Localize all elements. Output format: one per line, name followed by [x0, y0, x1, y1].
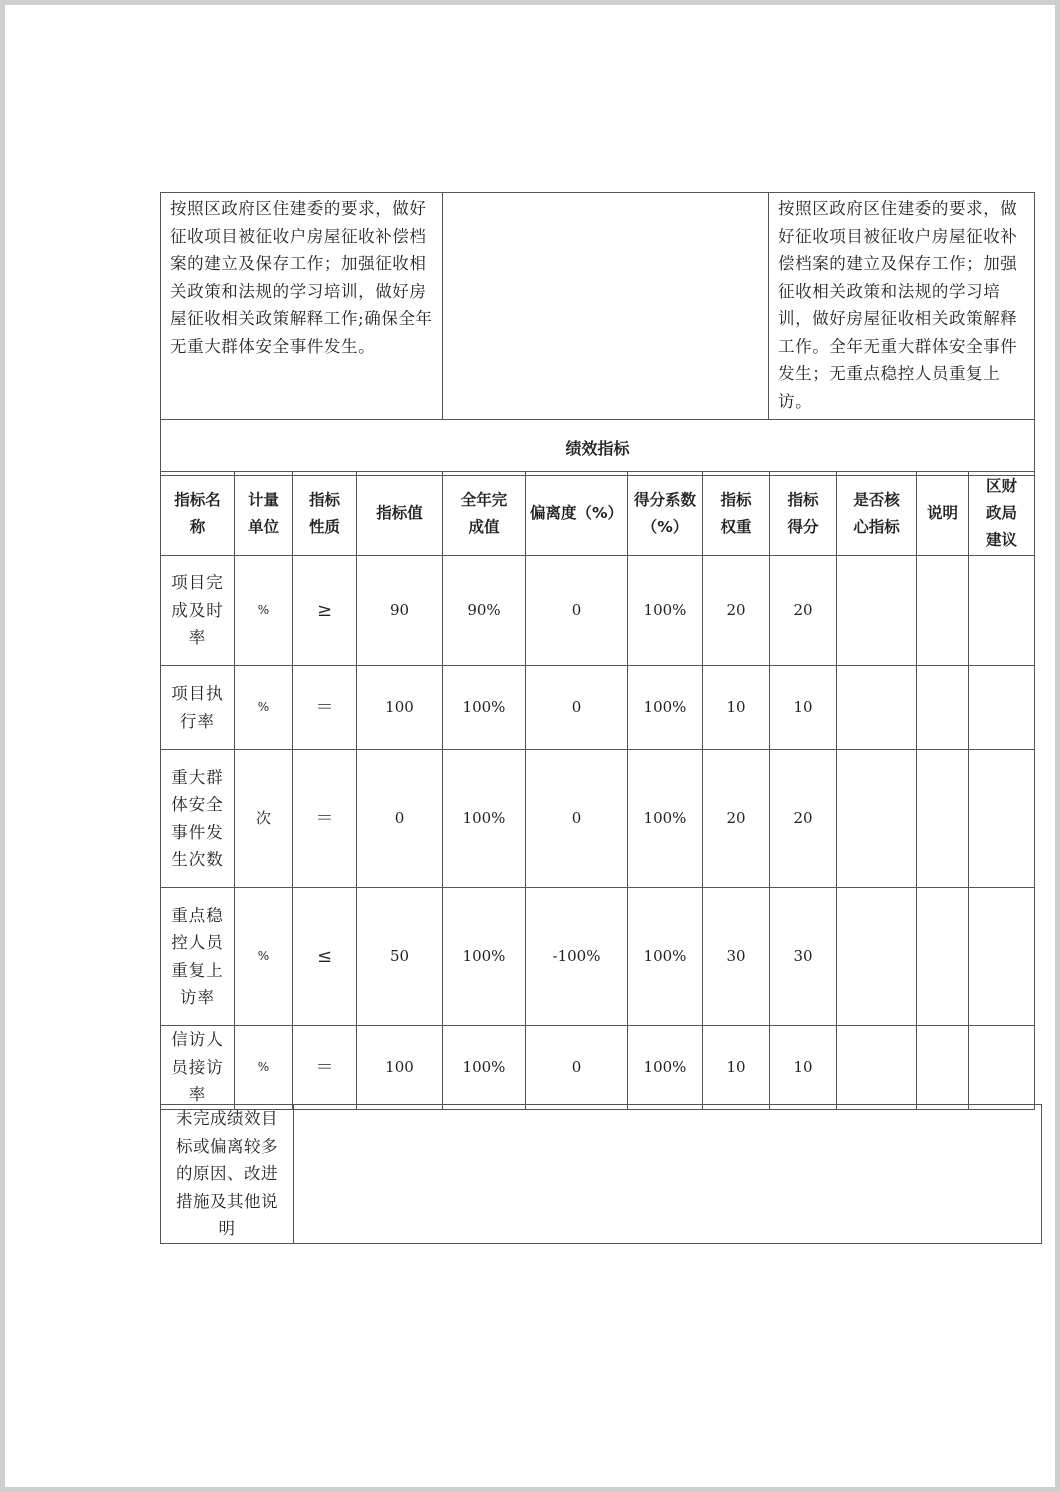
cell-deviation: 0	[526, 1026, 628, 1110]
cell-name: 项目执行率	[161, 666, 235, 750]
cell-deviation: 0	[526, 556, 628, 666]
cell-note	[917, 1026, 969, 1110]
cell-name: 信访人员接访率	[161, 1026, 235, 1110]
cell-nature: ＝	[293, 666, 357, 750]
cell-core	[837, 888, 917, 1026]
section-title: 绩效指标	[161, 420, 1035, 476]
cell-note	[917, 666, 969, 750]
cell-advice	[969, 666, 1035, 750]
indicator-row	[161, 1026, 1035, 1110]
cell-nature: ＝	[293, 1026, 357, 1110]
header-target: 指标值	[357, 472, 443, 556]
header-name: 指标名称	[161, 472, 235, 556]
header-unit: 计量单位	[235, 472, 293, 556]
cell-deviation: -100%	[526, 888, 628, 1026]
cell-weight: 10	[703, 666, 770, 750]
header-note: 说明	[917, 472, 969, 556]
annual-target-text: 按照区政府区住建委的要求，做好征收项目被征收户房屋征收补偿档案的建立及保存工作；加强征收相关政策和法规的学习培训，做好房屋征收相关政策解释工作;确保全年无重大群体安全事件发生。	[161, 193, 443, 420]
indicator-row	[161, 750, 1035, 888]
indicator-row	[161, 888, 1035, 1026]
cell-score: 10	[770, 1026, 837, 1110]
cell-target: 0	[357, 750, 443, 888]
header-advice: 区财政局建议	[969, 472, 1035, 556]
header-core: 是否核心指标	[837, 472, 917, 556]
cell-coef: 100%	[628, 556, 703, 666]
explanation-content	[294, 1105, 1042, 1244]
cell-score: 30	[770, 888, 837, 1026]
cell-core	[837, 666, 917, 750]
indicator-row	[161, 666, 1035, 750]
cell-advice	[969, 750, 1035, 888]
cell-nature: ≥	[293, 556, 357, 666]
cell-name: 重点稳控人员重复上访率	[161, 888, 235, 1026]
cell-advice	[969, 888, 1035, 1026]
header-row	[161, 472, 1035, 556]
indicator-row	[161, 556, 1035, 666]
cell-advice	[969, 1026, 1035, 1110]
cell-target: 90	[357, 556, 443, 666]
cell-target: 50	[357, 888, 443, 1026]
header-coefficient: 得分系数（%）	[628, 472, 703, 556]
cell-name: 重大群体安全事件发生次数	[161, 750, 235, 888]
cell-weight: 10	[703, 1026, 770, 1110]
cell-target: 100	[357, 1026, 443, 1110]
cell-weight: 20	[703, 750, 770, 888]
cell-score: 20	[770, 750, 837, 888]
cell-weight: 20	[703, 556, 770, 666]
cell-score: 20	[770, 556, 837, 666]
actual-completion-text: 按照区政府区住建委的要求，做好征收项目被征收户房屋征收补偿档案的建立及保存工作；加强征收相关政策和法规的学习培训，做好房屋征收相关政策解释工作。全年无重大群体安全事件发生；无重点稳控人员重复上访。	[769, 193, 1035, 420]
header-weight: 指标权重	[703, 472, 770, 556]
cell-note	[917, 750, 969, 888]
header-deviation: 偏离度（%）	[526, 472, 628, 556]
cell-actual: 100%	[443, 1026, 526, 1110]
cell-target: 100	[357, 666, 443, 750]
header-score: 指标得分	[770, 472, 837, 556]
cell-unit: 次	[235, 750, 293, 888]
explanation-label: 未完成绩效目标或偏离较多的原因、改进措施及其他说明	[161, 1105, 294, 1244]
cell-unit: %	[235, 556, 293, 666]
cell-name: 项目完成及时率	[161, 556, 235, 666]
indicator-table	[160, 471, 1035, 1110]
cell-actual: 100%	[443, 750, 526, 888]
cell-unit: %	[235, 888, 293, 1026]
cell-nature: ＝	[293, 750, 357, 888]
cell-advice	[969, 556, 1035, 666]
cell-core	[837, 750, 917, 888]
header-nature: 指标性质	[293, 472, 357, 556]
cell-note	[917, 888, 969, 1026]
cell-nature: ≤	[293, 888, 357, 1026]
cell-coef: 100%	[628, 1026, 703, 1110]
cell-actual: 90%	[443, 556, 526, 666]
cell-unit: %	[235, 666, 293, 750]
cell-score: 10	[770, 666, 837, 750]
cell-deviation: 0	[526, 750, 628, 888]
cell-core	[837, 556, 917, 666]
cell-coef: 100%	[628, 888, 703, 1026]
cell-unit: %	[235, 1026, 293, 1110]
cell-deviation: 0	[526, 666, 628, 750]
cell-coef: 100%	[628, 666, 703, 750]
cell-core	[837, 1026, 917, 1110]
cell-actual: 100%	[443, 666, 526, 750]
explanation-table	[160, 1104, 1042, 1244]
cell-note	[917, 556, 969, 666]
cell-actual: 100%	[443, 888, 526, 1026]
document-page	[5, 5, 1055, 1487]
cell-coef: 100%	[628, 750, 703, 888]
cell-weight: 30	[703, 888, 770, 1026]
header-actual: 全年完成值	[443, 472, 526, 556]
middle-blank-cell	[443, 193, 769, 420]
objectives-table	[160, 192, 1035, 476]
